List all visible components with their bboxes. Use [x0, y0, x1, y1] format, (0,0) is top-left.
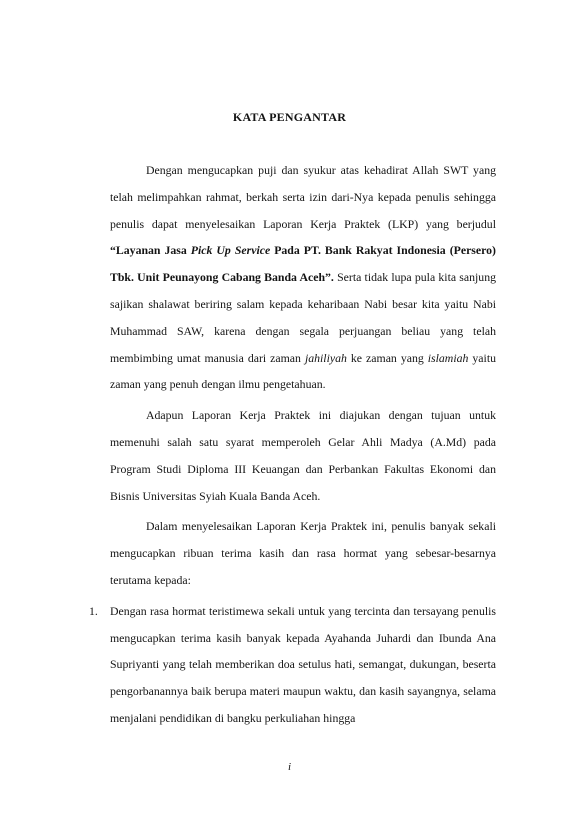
- document-body: [89, 157, 497, 732]
- paragraph-text: yaitu zaman yang penuh dengan ilmu pengetahuan.: [110, 350, 496, 392]
- paragraph-text: Serta tidak lupa pula kita sanjung sajikan shalawat beriring salam kepada keharibaan Nabi besar kita yaitu Nabi Muhammad SAW, karena dengan segala perjuangan beliau yang telah membimbing umat manusia dari zaman: [110, 270, 497, 365]
- paragraph-text: ke zaman yang: [346, 350, 428, 365]
- paragraph-purpose: Adapun Laporan Kerja Praktek ini diajukan dengan tujuan untuk memenuhi salah satu syarat memperoleh Gelar Ahli Madya (A.Md) pada Program Studi Diploma III Keuangan dan Perbankan Fakultas Ekonomi dan Bisnis Universitas Syiah Kuala Banda Aceh.: [110, 408, 496, 503]
- report-title-bold: Pada PT. Bank Rakyat Indonesia (Persero) Tbk. Unit Peunayong Cabang Banda Aceh”.: [110, 243, 496, 285]
- report-title-bold: “Layanan Jasa: [110, 243, 191, 258]
- paragraph-text: Dengan mengucapkan puji dan syukur atas kehadirat Allah SWT yang telah melimpahkan rahmat, berkah serta izin dari-Nya kepada penulis sehingga penulis dapat menyelesaikan Laporan Kerja Praktek (LKP) yang berjudul: [110, 163, 496, 231]
- thanks-list: [89, 598, 496, 732]
- italic-term: islamiah: [427, 350, 469, 365]
- list-number: 1.: [89, 603, 98, 618]
- paragraph-thanks: Dalam menyelesaikan Laporan Kerja Praktek ini, penulis banyak sekali mengucapkan ribuan terima kasih dan rasa hormat yang sebesar-besarnya terutama kepada:: [110, 519, 496, 587]
- page-number: i: [287, 761, 292, 773]
- list-item: [89, 598, 496, 732]
- report-title-bold-italic: Pick Up Service: [190, 243, 271, 258]
- list-item-text: Dengan rasa hormat teristimewa sekali untuk yang tercinta dan tersayang penulis mengucapkan terima kasih banyak kepada Ayahanda Juhardi dan Ibunda Ana Supriyanti yang telah memberikan doa setulus hati, semangat, dukungan, beserta pengorbanannya baik berupa materi maupun waktu, dan kasih sayangnya, selama menjalani pendidikan di bangku perkuliahan hingga: [110, 603, 496, 725]
- page-title: KATA PENGANTAR: [232, 110, 347, 124]
- paragraph-opening: [110, 157, 496, 398]
- italic-term: jahiliyah: [304, 350, 347, 365]
